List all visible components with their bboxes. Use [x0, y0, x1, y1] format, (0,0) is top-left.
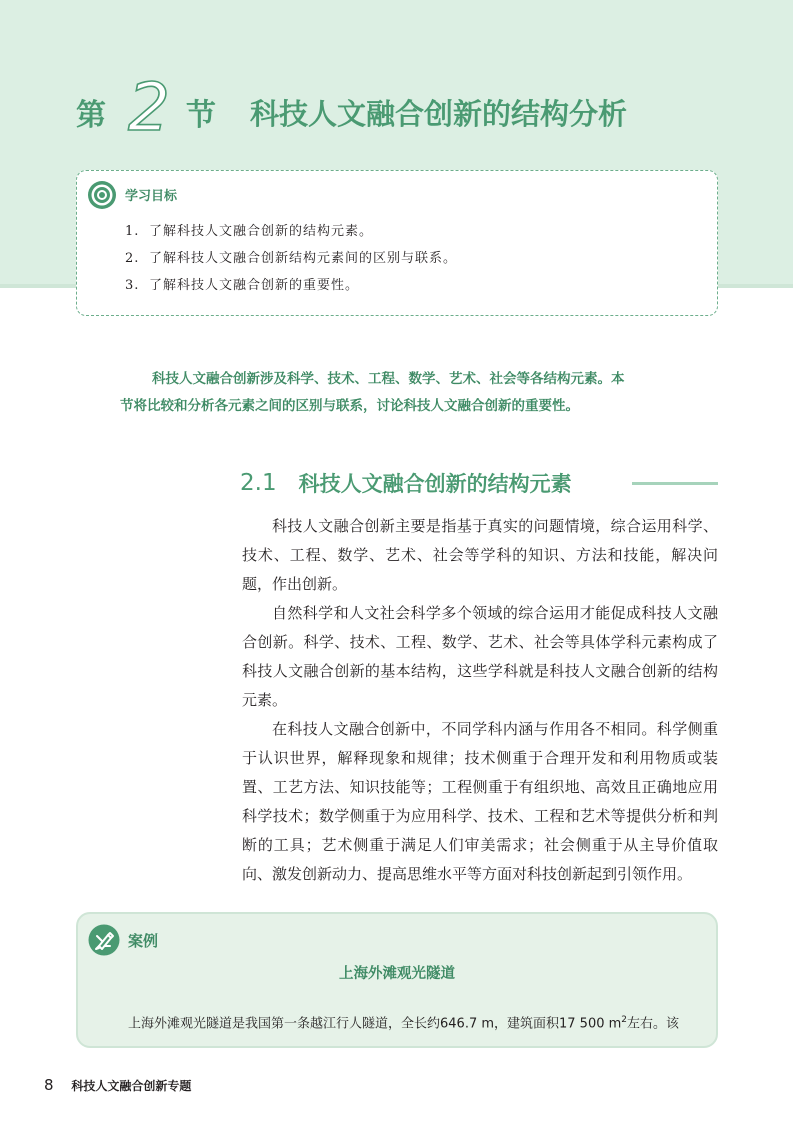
section-prefix: 第 — [76, 98, 106, 133]
target-icon — [87, 180, 117, 210]
goal-item — [125, 277, 457, 304]
case-label: 案例 — [128, 932, 159, 950]
case-text — [128, 1011, 708, 1033]
goal-number: 3. — [125, 278, 140, 293]
goal-text: 了解科技人文融合创新的结构元素。 — [149, 224, 374, 239]
intro-line-2: 节将比较和分析各元素之间的区别与联系，讨论科技人文融合创新的重要性。 — [120, 398, 579, 414]
learning-goals-box — [76, 170, 718, 316]
goal-number: 2. — [125, 251, 140, 266]
body-text — [242, 512, 718, 889]
goal-item — [125, 223, 457, 250]
learning-goals-heading: 学习目标 — [125, 189, 178, 204]
section-suffix: 节 — [186, 98, 216, 133]
case-text-main: 上海外滩观光隧道是我国第一条越江行人隧道，全长约646.7 m，建筑面积17 500 m — [128, 1016, 622, 1032]
goal-text: 了解科技人文融合创新结构元素间的区别与联系。 — [149, 251, 458, 266]
paragraph: 科技人文融合创新主要是指基于真实的问题情境，综合运用科学、技术、工程、数学、艺术、社会等学科的知识、方法和技能，解决问题，作出创新。 — [242, 517, 718, 593]
paragraph: 在科技人文融合创新中，不同学科内涵与作用各不相同。科学侧重于认识世界，解释现象和规律；技术侧重于合理开发和利用物质或装置、工艺方法、知识技能等；工程侧重于有组织地、高效且正确地应用科学技术；数学侧重于为应用科学、技术、工程和艺术等提供分析和判断的工具；艺术侧重于满足人们审美需求；社会侧重于从主导价值取向、激发创新动力、提高思维水平等方面对科技创新起到引领作用。 — [242, 720, 718, 883]
intro-line-1: 科技人文融合创新涉及科学、技术、工程、数学、艺术、社会等各结构元素。本 — [152, 371, 625, 387]
subsection-title: 科技人文融合创新的结构元素 — [298, 472, 572, 496]
case-box — [76, 912, 718, 1048]
learning-goals-list — [125, 223, 457, 304]
section-title-text: 科技人文融合创新的结构分析 — [250, 96, 628, 131]
case-text-end: 左右。该 — [627, 1016, 680, 1032]
subsection-number: 2.1 — [240, 470, 277, 496]
section-title — [76, 69, 628, 152]
goal-item — [125, 250, 457, 277]
book-title: 科技人文融合创新专题 — [71, 1079, 192, 1093]
goal-text: 了解科技人文融合创新的重要性。 — [149, 278, 360, 293]
subsection-heading-rule — [632, 482, 718, 485]
goal-number: 1. — [125, 224, 140, 239]
paragraph: 自然科学和人文社会科学多个领域的综合运用才能促成科技人文融合创新。科学、技术、工程、数学、艺术、社会等具体学科元素构成了科技人文融合创新的基本结构，这些学科就是科技人文融合创新的结构元素。 — [242, 604, 718, 709]
case-text-superscript: 2 — [621, 1015, 628, 1025]
subsection-heading — [240, 466, 572, 500]
section-intro — [120, 366, 680, 420]
section-number: 2 — [128, 69, 170, 146]
case-title: 上海外滩观光隧道 — [339, 966, 455, 982]
page-footer — [44, 1076, 191, 1094]
case-icon — [88, 924, 120, 956]
page-number: 8 — [44, 1076, 54, 1094]
